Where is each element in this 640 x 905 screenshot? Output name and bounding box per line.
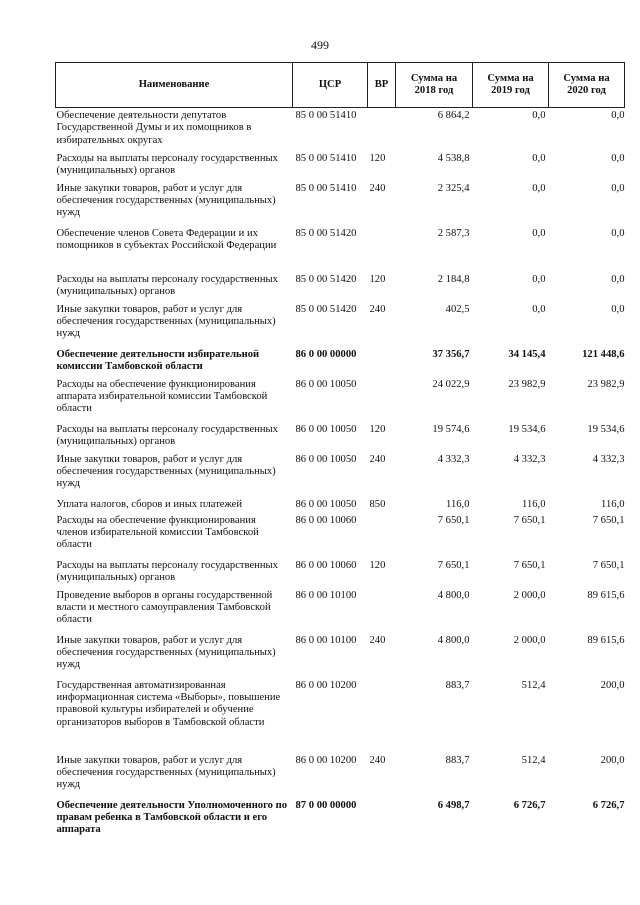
cell-csr: 86 0 00 10200 <box>295 679 357 691</box>
cell-sum-2020: 0,0 <box>611 182 625 194</box>
cell-name: Иные закупки товаров, работ и услуг для обеспечения государственных (муниципальных) нужд <box>56 453 276 490</box>
cell-csr: 86 0 00 10050 <box>295 498 357 510</box>
cell-sum-2018: 4 332,3 <box>437 453 470 465</box>
cell-sum-2019: 0,0 <box>532 110 546 121</box>
table-row <box>56 513 625 558</box>
cell-sum-2018: 883,7 <box>445 754 470 766</box>
cell-sum-2020: 7 650,1 <box>592 559 625 571</box>
cell-sum-2018: 2 587,3 <box>437 227 470 239</box>
table-row <box>56 347 625 377</box>
cell-csr: 85 0 00 51420 <box>295 227 357 239</box>
cell-sum-2018: 37 356,7 <box>432 348 470 360</box>
cell-vr <box>368 108 396 151</box>
cell-sum-2018: 402,5 <box>445 303 470 315</box>
table-row <box>56 302 625 347</box>
cell-sum-2020: 19 534,6 <box>587 423 625 435</box>
cell-sum-2019: 6 726,7 <box>513 799 546 811</box>
table-row <box>56 497 625 513</box>
table-row <box>56 226 625 272</box>
cell-sum-2020: 4 332,3 <box>592 453 625 465</box>
cell-sum-2019: 7 650,1 <box>513 514 546 526</box>
cell-sum-2019: 0,0 <box>532 152 546 164</box>
cell-sum-2020: 7 650,1 <box>592 514 625 526</box>
cell-name: Государственная автоматизированная информационная система «Выборы», повышение правовой культуры избирателей и обучение организаторов выборов в Тамбовской области <box>56 679 281 728</box>
cell-sum-2020: 89 615,6 <box>587 589 625 601</box>
cell-vr <box>368 347 396 377</box>
cell-sum-2018: 7 650,1 <box>437 559 470 571</box>
cell-name: Расходы на обеспечение функционирования аппарата избирательной комиссии Тамбовской области <box>56 378 268 415</box>
cell-sum-2019: 2 000,0 <box>513 634 546 646</box>
cell-name: Обеспечение деятельности депутатов Государственной Думы и их помощников в избирательных округах <box>56 110 252 146</box>
cell-vr: 850 <box>369 498 386 510</box>
cell-sum-2020: 0,0 <box>611 273 625 285</box>
cell-sum-2020: 0,0 <box>611 227 625 239</box>
cell-name: Расходы на выплаты персоналу государственных (муниципальных) органов <box>56 559 278 583</box>
cell-vr <box>368 798 396 844</box>
cell-vr: 120 <box>369 423 386 435</box>
cell-sum-2019: 512,4 <box>521 679 546 691</box>
budget-table <box>55 62 625 844</box>
table-row <box>56 108 625 151</box>
cell-name: Иные закупки товаров, работ и услуг для обеспечения государственных (муниципальных) нужд <box>56 634 276 671</box>
table-row <box>56 181 625 226</box>
cell-csr: 86 0 00 10100 <box>295 634 357 646</box>
table-body <box>56 108 625 844</box>
cell-sum-2019: 4 332,3 <box>513 453 546 465</box>
cell-name: Иные закупки товаров, работ и услуг для обеспечения государственных (муниципальных) нужд <box>56 303 276 340</box>
cell-sum-2019: 7 650,1 <box>513 559 546 571</box>
cell-sum-2020: 200,0 <box>600 754 625 766</box>
table-row <box>56 422 625 452</box>
cell-name: Иные закупки товаров, работ и услуг для обеспечения государственных (муниципальных) нужд <box>56 182 276 219</box>
table-row <box>56 798 625 844</box>
cell-name: Проведение выборов в органы государственной власти и местного самоуправления Тамбовской области <box>56 589 273 626</box>
cell-sum-2018: 116,0 <box>446 498 470 510</box>
table-row <box>56 678 625 753</box>
cell-csr: 86 0 00 00000 <box>295 348 357 360</box>
cell-sum-2019: 0,0 <box>532 303 546 315</box>
cell-sum-2020: 23 982,9 <box>587 378 625 390</box>
cell-sum-2018: 4 800,0 <box>437 634 470 646</box>
table-row <box>56 558 625 588</box>
cell-vr: 240 <box>369 634 386 646</box>
cell-csr: 85 0 00 51410 <box>295 182 357 194</box>
cell-sum-2019: 34 145,4 <box>508 348 546 360</box>
cell-csr: 87 0 00 00000 <box>295 799 357 811</box>
table-row <box>56 272 625 302</box>
cell-sum-2019: 19 534,6 <box>508 423 546 435</box>
cell-sum-2018: 2 184,8 <box>437 273 470 285</box>
cell-sum-2018: 7 650,1 <box>437 514 470 526</box>
cell-name: Обеспечение деятельности Уполномоченного по правам ребенка в Тамбовской области и его аппарата <box>56 799 287 836</box>
header-name: Наименование <box>56 63 293 108</box>
cell-sum-2020: 0,0 <box>611 110 625 121</box>
table-row <box>56 452 625 497</box>
table-row <box>56 633 625 678</box>
cell-vr: 240 <box>369 182 386 194</box>
table-row <box>56 588 625 633</box>
cell-vr <box>368 588 396 633</box>
cell-sum-2018: 24 022,9 <box>432 378 470 390</box>
header-csr: ЦСР <box>293 63 368 108</box>
header-sum-2019: Сумма на 2019 год <box>473 63 549 108</box>
cell-name: Расходы на выплаты персоналу государственных (муниципальных) органов <box>56 273 278 297</box>
cell-csr: 86 0 00 10060 <box>295 559 357 571</box>
table-row <box>56 151 625 181</box>
cell-csr: 85 0 00 51410 <box>295 110 357 121</box>
cell-csr: 86 0 00 10050 <box>295 423 357 435</box>
cell-sum-2019: 116,0 <box>522 498 546 510</box>
cell-sum-2019: 512,4 <box>521 754 546 766</box>
cell-sum-2019: 23 982,9 <box>508 378 546 390</box>
cell-csr: 86 0 00 10060 <box>295 514 357 526</box>
table-header <box>56 63 625 108</box>
header-sum-2020: Сумма на 2020 год <box>549 63 625 108</box>
header-sum-2018: Сумма на 2018 год <box>396 63 473 108</box>
page-number: 499 <box>311 38 329 52</box>
cell-name: Иные закупки товаров, работ и услуг для обеспечения государственных (муниципальных) нужд <box>56 754 276 791</box>
cell-vr <box>368 377 396 422</box>
cell-sum-2020: 200,0 <box>600 679 625 691</box>
cell-sum-2020: 121 448,6 <box>582 348 625 360</box>
cell-sum-2019: 0,0 <box>532 273 546 285</box>
cell-name: Обеспечение членов Совета Федерации и их помощников в субъектах Российской Федерации <box>56 227 277 251</box>
table-row <box>56 377 625 422</box>
cell-name: Обеспечение деятельности избирательной комиссии Тамбовской области <box>56 348 260 372</box>
cell-vr <box>368 513 396 558</box>
table-row <box>56 753 625 798</box>
cell-sum-2020: 116,0 <box>601 498 625 510</box>
cell-vr: 240 <box>369 453 386 465</box>
cell-vr: 120 <box>369 152 386 164</box>
cell-csr: 86 0 00 10100 <box>295 589 357 601</box>
cell-name: Расходы на выплаты персоналу государственных (муниципальных) органов <box>56 152 278 176</box>
cell-csr: 86 0 00 10050 <box>295 453 357 465</box>
cell-sum-2018: 2 325,4 <box>437 182 470 194</box>
cell-sum-2019: 0,0 <box>532 182 546 194</box>
cell-name: Расходы на обеспечение функционирования членов избирательной комиссии Тамбовской области <box>56 514 259 551</box>
cell-name: Уплата налогов, сборов и иных платежей <box>56 498 243 510</box>
cell-csr: 85 0 00 51420 <box>295 273 357 285</box>
cell-sum-2019: 0,0 <box>532 227 546 239</box>
cell-name: Расходы на выплаты персоналу государственных (муниципальных) органов <box>56 423 278 447</box>
cell-vr: 120 <box>369 559 386 571</box>
cell-sum-2019: 2 000,0 <box>513 589 546 601</box>
cell-sum-2020: 6 726,7 <box>592 799 625 811</box>
cell-vr: 120 <box>369 273 386 285</box>
cell-sum-2018: 883,7 <box>445 679 470 691</box>
cell-sum-2018: 4 800,0 <box>437 589 470 601</box>
header-row <box>56 63 625 108</box>
cell-sum-2020: 89 615,6 <box>587 634 625 646</box>
cell-sum-2018: 4 538,8 <box>437 152 470 164</box>
cell-csr: 85 0 00 51420 <box>295 303 357 315</box>
cell-sum-2020: 0,0 <box>611 152 625 164</box>
cell-sum-2018: 6 498,7 <box>437 799 470 811</box>
cell-vr: 240 <box>369 303 386 315</box>
cell-sum-2018: 19 574,6 <box>432 423 470 435</box>
cell-csr: 86 0 00 10200 <box>295 754 357 766</box>
cell-sum-2020: 0,0 <box>611 303 625 315</box>
cell-vr: 240 <box>369 754 386 766</box>
cell-csr: 85 0 00 51410 <box>295 152 357 164</box>
header-vr: ВР <box>368 63 396 108</box>
cell-vr <box>368 678 396 753</box>
cell-sum-2018: 6 864,2 <box>437 110 470 121</box>
cell-vr <box>368 226 396 272</box>
cell-csr: 86 0 00 10050 <box>295 378 357 390</box>
